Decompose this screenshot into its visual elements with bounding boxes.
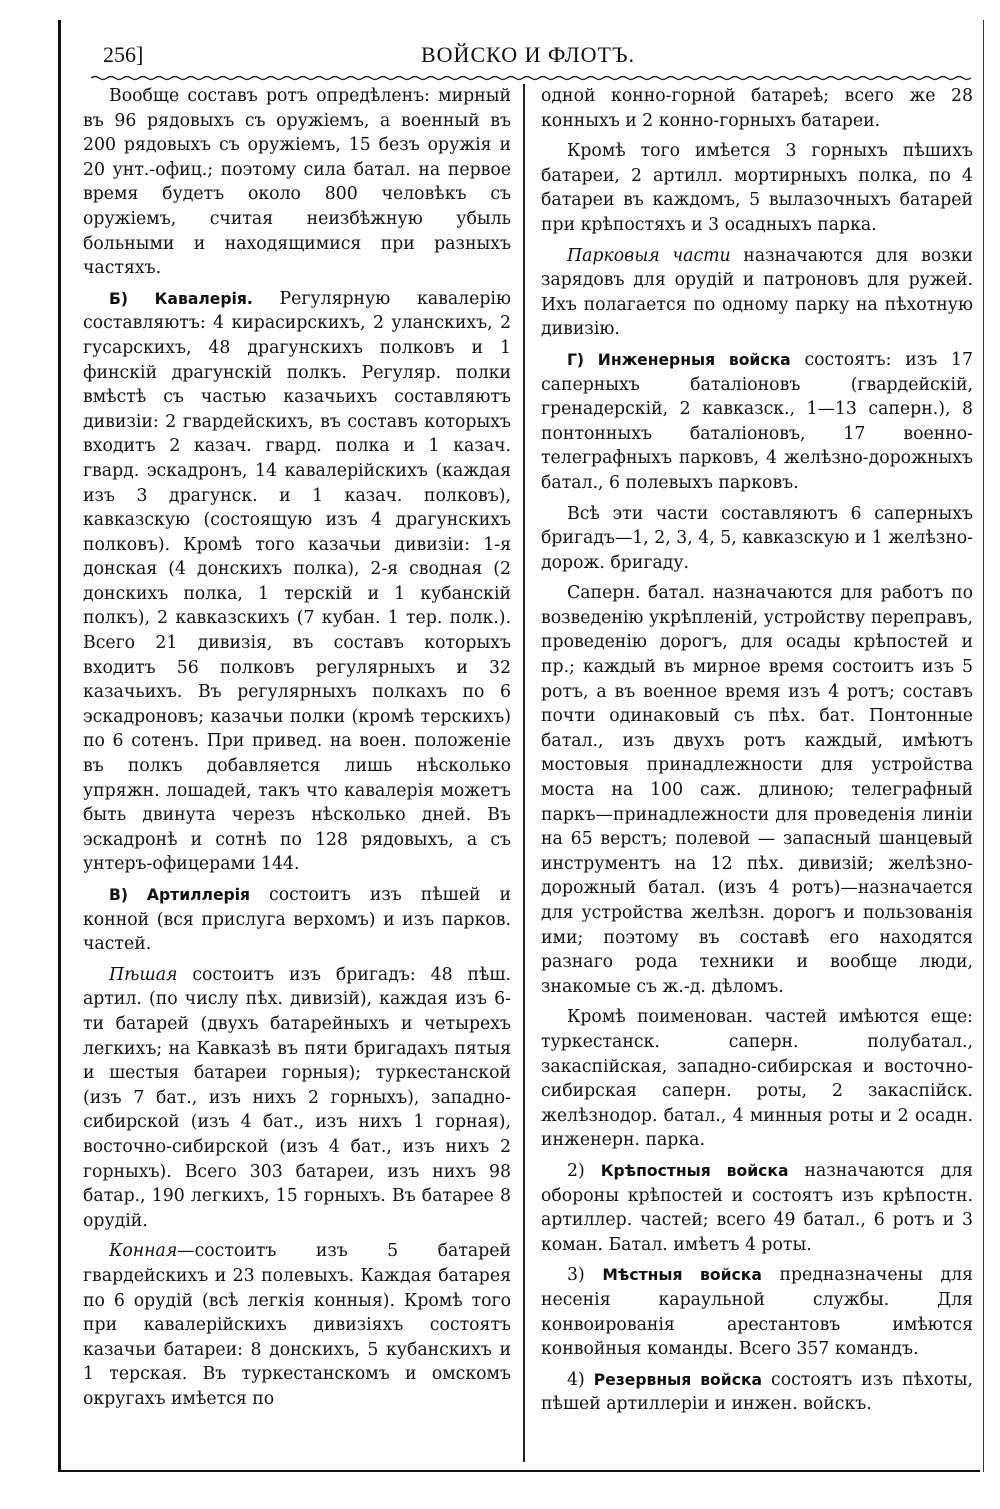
paragraph-cavalry bbox=[83, 287, 511, 877]
paragraph-text: состоятъ изъ пѣхоты, пѣшей артиллеріи и инжен. войскъ. bbox=[541, 1369, 973, 1415]
header-wavy-rule bbox=[91, 75, 975, 81]
paragraph-foot-artillery bbox=[83, 963, 511, 1234]
paragraph-text: состоитъ изъ пѣшей и конной (вся прислуга верхомъ) и изъ парков. частей. bbox=[83, 885, 511, 955]
paragraph-fortress-troops bbox=[541, 1159, 973, 1257]
paragraph-text: Кромѣ поименован. частей имѣются еще: туркестанск. саперн. полубатал., закаспійская, западно-сибирская и восточно-сибирская саперн. роты, 2 закаспійск. желѣзнодор. батал., 4 минныя роты и 2 осадн. инженерн. парка. bbox=[541, 1007, 973, 1151]
list-number: 3) bbox=[567, 1265, 603, 1286]
paragraph bbox=[541, 139, 973, 237]
italic-term: Конная bbox=[109, 1241, 178, 1262]
section-heading: Крѣпостныя войска bbox=[600, 1161, 789, 1180]
list-number: 4) bbox=[567, 1369, 594, 1390]
page-header bbox=[61, 20, 983, 78]
paragraph-text: состоятъ: изъ 17 саперныхъ баталіоновъ (гвардейскій, гренадерскій, 2 кавказск., 1—13 саперн.), 8 понтонныхъ баталіоновъ, 17 военно-телеграфныхъ парковъ, 4 желѣзно-дорожныхъ батал., 6 полевыхъ парковъ. bbox=[541, 349, 973, 493]
list-number: 2) bbox=[567, 1160, 601, 1181]
paragraph-text: Регулярную кавалерію составляютъ: 4 кирасирскихъ, 2 уланскихъ, 2 гусарскихъ, 48 драгунскихъ полковъ и 1 финскій драгунскій полкъ. Регуляр. полки вмѣстѣ съ частью казачьихъ составляютъ дивизіи: 2 гвардейскихъ, въ составъ которыхъ входитъ 2 казач. гвард. полка и 1 казач. гвард. эскадронъ, 14 кавалерійскихъ (каждая изъ 3 драгунск. и 1 казач. полковъ), кавказскую (состоящую изъ 4 драгунскихъ полковъ). Кромѣ того казачьи дивизіи: 1-я донская (4 донскихъ полка), 2-я сводная (2 донскихъ полка, 1 терскій и 1 кубанскій полкъ), 2 кавказскихъ (7 кубан. 1 тер. полк.). Всего 21 дивизія, въ составъ которыхъ входитъ 56 полковъ регулярныхъ и 32 казачьихъ. Въ регулярныхъ полкахъ по 6 эскадроновъ; казачьи полки (кромѣ терскихъ) по 6 сотенъ. При привед. на воен. положеніе въ полкъ добавляется лишь нѣсколько упряжн. лошадей, такъ что кавалерія можетъ быть двинута черезъ нѣсколько дней. Въ эскадронѣ и сотнѣ по 128 рядовыхъ, а съ унтеръ-офицерами 144. bbox=[83, 288, 511, 875]
paragraph-text: назначаются для обороны крѣпостей и состоятъ изъ крѣпостн. артиллер. частей; всего 49 батал., 6 ротъ и 3 коман. Батал. имѣетъ 4 роты. bbox=[541, 1160, 973, 1255]
italic-term: Пѣшая bbox=[109, 964, 178, 985]
section-heading: Г) Инженерныя войска bbox=[567, 350, 791, 369]
paragraph-text: Всѣ эти части составляютъ 6 саперныхъ бригадъ—1, 2, 3, 4, 5, кавказскую и 1 желѣзно-дорож. бригаду. bbox=[541, 503, 973, 573]
paragraph-text: назначаются для возки зарядовъ для орудій и патроновъ для ружей. Ихъ полагается по одному парку на пѣхотную дивизію. bbox=[541, 245, 973, 340]
paragraph-text: Вообще составъ ротъ опредѣленъ: мирный въ 96 рядовыхъ съ оружіемъ, а военный въ 200 рядовыхъ съ оружіемъ, 15 безъ оружія и 20 унт.-офиц.; поэтому сила батал. на первое время будетъ около 800 человѣкъ съ оружіемъ, считая неизбѣжную убыль больными и находящимися при разныхъ частяхъ. bbox=[83, 86, 511, 279]
left-column bbox=[83, 84, 511, 1417]
paragraph-text: —состоитъ изъ 5 батарей гвардейскихъ и 23 полевыхъ. Каждая батарея по 6 орудій (всѣ легкія конныя). Кромѣ того при кавалерійскихъ дивизіяхъ состоятъ казачьи батареи: 8 донскихъ, 5 кубанскихъ и 1 терская. Въ туркестанскомъ и омскомъ округахъ имѣется по bbox=[83, 1241, 511, 1409]
section-heading: Б) Кавалерія. bbox=[109, 289, 253, 308]
section-heading: Резервныя войска bbox=[593, 1370, 763, 1389]
section-heading: Мѣстныя войска bbox=[602, 1266, 762, 1285]
paragraph-engineers bbox=[541, 348, 973, 496]
paragraph-text: состоитъ изъ бригадъ: 48 пѣш. артил. (по числу пѣх. дивизій), каждая изъ 6-ти батарей (двухъ батарейныхъ и четырехъ легкихъ; на Кавказѣ въ пяти бригадахъ пятыя и шестыя батареи горныя); туркестанской (изъ 7 бат., изъ нихъ 2 горныхъ), западно-сибирской (изъ 4 бат., изъ нихъ 1 горная), восточно-сибирской (изъ 4 бат., изъ нихъ 2 горныхъ). Всего 303 батареи, изъ нихъ 98 батар., 190 легкихъ, 15 горныхъ. Въ батарее 8 орудій. bbox=[83, 964, 511, 1231]
paragraph bbox=[83, 84, 511, 281]
paragraph-horse-artillery bbox=[83, 1239, 511, 1411]
paragraph-text: Саперн. батал. назначаются для работъ по возведенію укрѣпленій, устройству переправъ, проведенію дорогъ, для осады крѣпостей и пр.; каждый въ мирное время состоитъ изъ 5 ротъ, а въ военное время изъ 4 ротъ; составъ почти одинаковый съ пѣх. бат. Понтонные батал., изъ двухъ ротъ каждый, имѣютъ мостовыя принадлежности для устройства моста на 100 саж. длиною; телеграфный паркъ—принадлежности для проведенія линіи на 65 верстъ; полевой — запасный шанцевый инструментъ на 12 пѣх. дивизій; желѣзно-дорожный батал. (изъ 4 ротъ)—назначается для устройства желѣзн. дорогъ и пользованія ими; поэтому въ составѣ его находятся разнаго рода техники и вообще люди, знакомые съ ж.-д. дѣломъ. bbox=[541, 583, 973, 997]
paragraph-text: предназначены для несенія караульной службы. Для конвоированія арестантовъ имѣются конвойныя команды. Всего 357 командъ. bbox=[541, 1265, 974, 1360]
page-number: 256] bbox=[103, 42, 144, 67]
right-column bbox=[541, 84, 973, 1423]
paragraph bbox=[541, 1005, 973, 1153]
section-heading: В) Артиллерія bbox=[109, 886, 251, 904]
paragraph bbox=[541, 581, 973, 999]
column-divider bbox=[523, 84, 525, 1462]
page-bottom-rule bbox=[58, 1470, 980, 1472]
paragraph bbox=[541, 502, 973, 576]
italic-term: Парковыя части bbox=[567, 245, 731, 266]
paragraph bbox=[541, 84, 973, 133]
paragraph-local-troops bbox=[541, 1263, 973, 1361]
paragraph-text: одной конно-горной батареѣ; всего же 28 конныхъ и 2 конно-горныхъ батареи. bbox=[541, 86, 973, 131]
book-page bbox=[58, 20, 984, 1472]
paragraph-reserve-troops bbox=[541, 1368, 973, 1417]
paragraph-artillery bbox=[83, 883, 511, 957]
running-title: ВОЙСКО И ФЛОТЪ. bbox=[421, 42, 636, 67]
paragraph-park-units bbox=[541, 244, 973, 342]
paragraph-text: Кромѣ того имѣется 3 горныхъ пѣшихъ батареи, 2 артилл. мортирныхъ полка, по 4 батареи въ каждомъ, 5 вылазочныхъ батарей при крѣпостяхъ и 3 осадныхъ парка. bbox=[541, 141, 973, 235]
